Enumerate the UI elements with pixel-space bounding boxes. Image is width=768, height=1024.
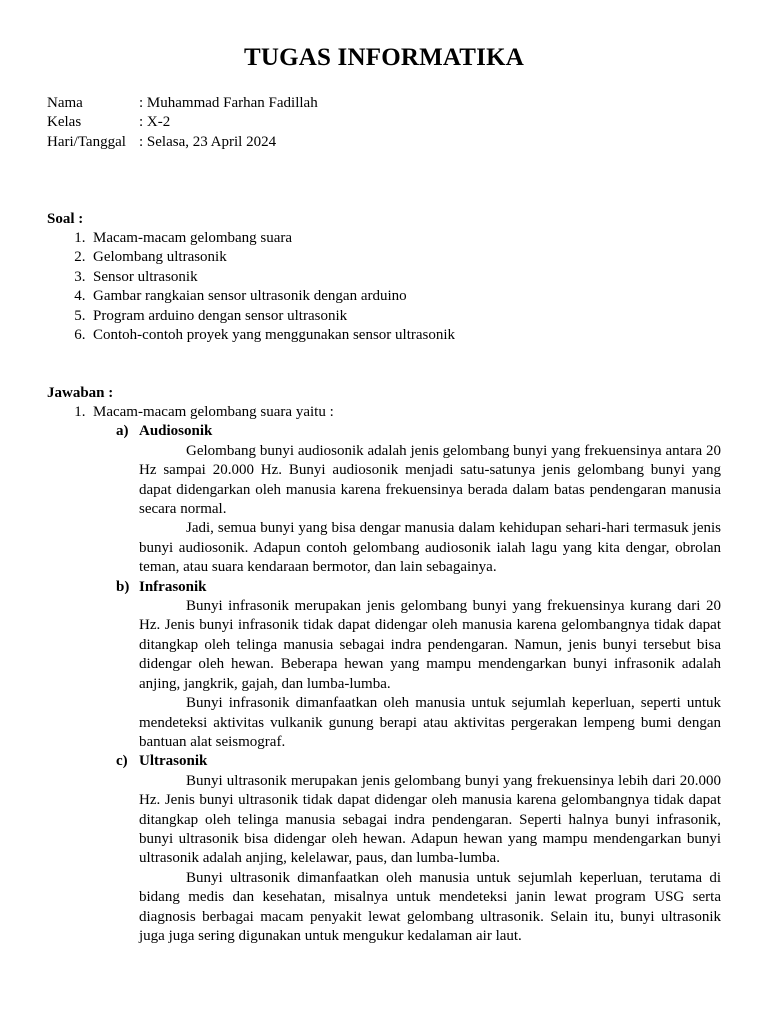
answer-body xyxy=(47,403,721,946)
list-number: 1. xyxy=(74,404,86,420)
list-item xyxy=(47,326,455,345)
list-item xyxy=(47,268,455,287)
document-title: TUGAS INFORMATIKA xyxy=(243,44,525,71)
info-row-kelas xyxy=(47,113,318,132)
paragraph: Bunyi infrasonik dimanfaatkan oleh manusia untuk sejumlah keperluan, seperti untuk mendeteksi aktivitas vulkanik gunung berapi atau aktivitas pergerakan lempeng bumi dengan bantuan alat seismograf. xyxy=(139,695,721,750)
info-label: Kelas xyxy=(47,114,82,131)
section-infrasonik xyxy=(116,578,721,753)
list-text: Gambar rangkaian sensor ultrasonik dengan arduino xyxy=(93,288,407,305)
student-info xyxy=(47,94,318,152)
list-number: 4. xyxy=(74,288,86,305)
list-text: Contoh-contoh proyek yang menggunakan sensor ultrasonik xyxy=(93,327,456,344)
jawaban-heading: Jawaban : xyxy=(47,385,114,401)
section-letter: b) xyxy=(116,578,130,595)
info-label: Nama xyxy=(47,95,83,111)
paragraph: Bunyi ultrasonik merupakan jenis gelombang bunyi yang frekuensinya lebih dari 20.000 Hz. Jenis bunyi ultrasonik tidak dapat didengar oleh manusia karena gelombangnya tidak dapat ditangkap oleh telinga manusia sebagai indra pendengaran. Seperti halnya bunyi infrasonik, bunyi ultrasonik bisa didengar oleh hewan. Adapun hewan yang mampu mendengarkan bunyi ultrasonik adalah anjing, kelelawar, paus, dan lumba-lumba. xyxy=(139,772,721,867)
answer-item xyxy=(47,403,721,422)
answer-sub-sections xyxy=(116,422,721,946)
info-row-nama xyxy=(47,94,318,113)
info-value: : Muhammad Farhan Fadillah xyxy=(139,95,318,111)
list-item xyxy=(47,229,455,248)
info-value: : X-2 xyxy=(139,114,171,131)
list-text: Gelombang ultrasonik xyxy=(93,249,227,266)
list-text: Program arduino dengan sensor ultrasonik xyxy=(93,307,348,324)
section-letter: a) xyxy=(116,423,129,440)
list-item xyxy=(47,307,455,326)
paragraph: Jadi, semua bunyi yang bisa dengar manusia dalam kehidupan sehari-hari termasuk jenis bunyi audiosonik. Adapun contoh gelombang audiosonik ialah lagu yang kita dengar, obrolan teman, atau suara kendaraan bermotor, dan lain sebagainya. xyxy=(139,520,721,576)
list-number: 6. xyxy=(74,327,86,344)
paragraph: Gelombang bunyi audiosonik adalah jenis gelombang bunyi yang frekuensinya antara 20 Hz sampai 20.000 Hz. Bunyi audiosonik menjadi satu-satunya jenis gelombang bunyi yang dapat didengarkan oleh manusia karena frekuensinya berada dalam batas pendengaran manusia secara normal. xyxy=(139,442,721,518)
list-item xyxy=(47,248,455,267)
section-letter: c) xyxy=(116,753,128,770)
list-number: 3. xyxy=(74,268,86,285)
list-number: 2. xyxy=(74,249,86,266)
answer-item-text: Macam-macam gelombang suara yaitu : xyxy=(93,404,334,420)
list-number: 1. xyxy=(74,230,86,246)
section-audiosonik xyxy=(116,422,721,577)
list-text: Sensor ultrasonik xyxy=(93,268,198,285)
info-row-tanggal xyxy=(47,133,318,152)
question-list xyxy=(47,229,455,345)
list-number: 5. xyxy=(74,307,86,324)
section-title: Ultrasonik xyxy=(139,753,208,770)
soal-heading: Soal : xyxy=(47,211,84,227)
paragraph: Bunyi infrasonik merupakan jenis gelombang bunyi yang frekuensinya kurang dari 20 Hz. Jenis bunyi infrasonik tidak dapat didengar oleh manusia karena gelombangnya tidak dapat ditangkap oleh telinga manusia sebagai indra pendengaran. Namun, jenis bunyi tersebut bisa didengar oleh hewan. Beberapa hewan yang mampu mendengarkan bunyi infrasonik adalah anjing, jangkrik, gajah, dan lumba-lumba. xyxy=(139,598,721,692)
list-item xyxy=(47,287,455,306)
section-title: Audiosonik xyxy=(139,423,213,440)
info-value: : Selasa, 23 April 2024 xyxy=(139,133,277,150)
list-text: Macam-macam gelombang suara xyxy=(93,230,293,246)
paragraph: Bunyi ultrasonik dimanfaatkan oleh manusia untuk sejumlah keperluan, terutama di bidang medis dan kesehatan, misalnya untuk mendeteksi janin lewat program USG serta diagnosis berbagai macam penyakit lewat gelombang ultrasonik. Selain itu, bunyi ultrasonik juga juga sering digunakan untuk mengukur kedalaman air laut. xyxy=(139,869,721,944)
info-label: Hari/Tanggal xyxy=(47,133,126,150)
section-title: Infrasonik xyxy=(139,578,207,595)
section-ultrasonik xyxy=(116,752,721,946)
